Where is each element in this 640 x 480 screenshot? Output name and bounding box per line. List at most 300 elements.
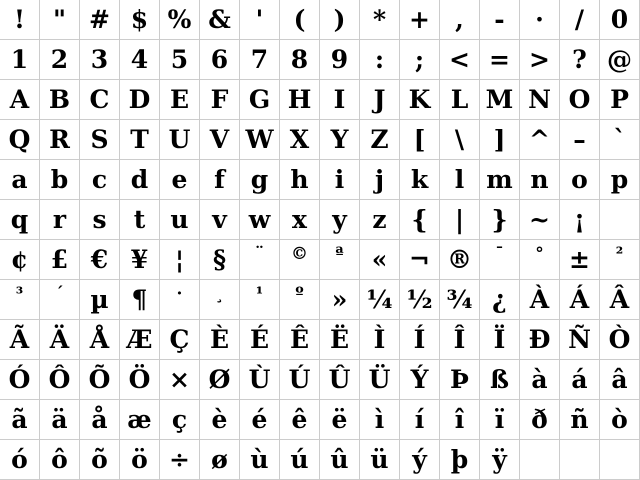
glyph-character: ì xyxy=(374,405,385,434)
glyph-cell[interactable] xyxy=(240,0,280,40)
glyph-cell[interactable] xyxy=(480,160,520,200)
glyph-cell[interactable] xyxy=(600,280,640,320)
glyph-character: O xyxy=(568,85,591,114)
glyph-character: { xyxy=(411,205,428,234)
glyph-cell[interactable] xyxy=(480,360,520,400)
glyph-cell[interactable] xyxy=(80,40,120,80)
glyph-cell[interactable] xyxy=(480,80,520,120)
glyph-cell[interactable] xyxy=(240,80,280,120)
glyph-character: 5 xyxy=(170,45,189,74)
glyph-cell[interactable] xyxy=(200,80,240,120)
glyph-character: Í xyxy=(413,325,426,354)
glyph-cell[interactable] xyxy=(480,240,520,280)
glyph-character: Ñ xyxy=(568,325,591,354)
glyph-character: € xyxy=(90,245,109,274)
glyph-character: x xyxy=(292,205,307,234)
glyph-character: £ xyxy=(50,245,69,274)
glyph-cell[interactable] xyxy=(440,160,480,200)
glyph-cell[interactable] xyxy=(120,160,160,200)
glyph-character: é xyxy=(251,405,268,434)
glyph-cell[interactable] xyxy=(440,320,480,360)
glyph-cell[interactable] xyxy=(480,400,520,440)
glyph-cell[interactable] xyxy=(600,40,640,80)
glyph-cell[interactable] xyxy=(120,120,160,160)
glyph-cell[interactable] xyxy=(200,240,240,280)
glyph-cell[interactable] xyxy=(400,440,440,480)
glyph-cell[interactable] xyxy=(0,440,40,480)
glyph-character: É xyxy=(249,325,270,354)
glyph-cell[interactable] xyxy=(440,0,480,40)
glyph-cell[interactable] xyxy=(80,120,120,160)
glyph-cell[interactable] xyxy=(280,120,320,160)
glyph-cell[interactable] xyxy=(360,320,400,360)
glyph-character: ç xyxy=(171,405,188,434)
glyph-cell[interactable] xyxy=(40,200,80,240)
glyph-cell[interactable] xyxy=(280,80,320,120)
glyph-character: ¥ xyxy=(130,245,149,274)
glyph-cell[interactable] xyxy=(480,440,520,480)
glyph-cell[interactable] xyxy=(240,440,280,480)
glyph-cell[interactable] xyxy=(240,400,280,440)
glyph-cell[interactable] xyxy=(600,320,640,360)
glyph-character: 7 xyxy=(250,45,269,74)
glyph-cell[interactable] xyxy=(560,280,600,320)
glyph-character: À xyxy=(529,285,550,314)
glyph-cell[interactable] xyxy=(320,160,360,200)
glyph-cell[interactable] xyxy=(600,440,640,480)
glyph-cell[interactable] xyxy=(440,280,480,320)
glyph-cell[interactable] xyxy=(600,120,640,160)
glyph-character: % xyxy=(167,5,192,34)
glyph-cell[interactable] xyxy=(280,0,320,40)
glyph-cell[interactable] xyxy=(560,240,600,280)
glyph-character: * xyxy=(372,5,387,34)
glyph-character: ë xyxy=(331,405,348,434)
glyph-cell[interactable] xyxy=(320,0,360,40)
glyph-character: H xyxy=(287,85,312,114)
glyph-character: ´ xyxy=(55,284,64,304)
glyph-character: ¼ xyxy=(366,285,393,314)
glyph-cell[interactable] xyxy=(400,40,440,80)
glyph-cell[interactable] xyxy=(40,320,80,360)
glyph-character: ± xyxy=(569,245,590,274)
glyph-character: q xyxy=(10,205,29,234)
glyph-cell[interactable] xyxy=(560,440,600,480)
glyph-cell[interactable] xyxy=(360,360,400,400)
glyph-cell[interactable] xyxy=(520,120,560,160)
glyph-cell[interactable] xyxy=(440,240,480,280)
glyph-cell[interactable] xyxy=(600,240,640,280)
glyph-character: ° xyxy=(535,244,544,264)
glyph-cell[interactable] xyxy=(280,360,320,400)
glyph-cell[interactable] xyxy=(200,400,240,440)
glyph-cell[interactable] xyxy=(40,400,80,440)
glyph-cell[interactable] xyxy=(0,80,40,120)
glyph-character: í xyxy=(414,405,425,434)
glyph-cell[interactable] xyxy=(520,280,560,320)
glyph-cell[interactable] xyxy=(240,200,280,240)
glyph-character: Ò xyxy=(608,325,631,354)
glyph-character: Â xyxy=(609,285,630,314)
glyph-cell[interactable] xyxy=(160,160,200,200)
glyph-cell[interactable] xyxy=(600,80,640,120)
glyph-character: ð xyxy=(531,405,548,434)
glyph-cell[interactable] xyxy=(280,240,320,280)
glyph-cell[interactable] xyxy=(400,80,440,120)
glyph-cell[interactable] xyxy=(360,40,400,80)
glyph-character: à xyxy=(531,365,548,394)
glyph-character: ÿ xyxy=(492,445,507,474)
glyph-character: ~ xyxy=(529,205,550,234)
glyph-character: ñ xyxy=(570,405,589,434)
glyph-character: © xyxy=(291,244,308,264)
glyph-cell[interactable] xyxy=(520,320,560,360)
glyph-cell[interactable] xyxy=(440,200,480,240)
glyph-cell[interactable] xyxy=(200,120,240,160)
glyph-character: Æ xyxy=(126,325,153,354)
glyph-cell[interactable] xyxy=(320,240,360,280)
glyph-character: T xyxy=(130,125,149,154)
glyph-character: ê xyxy=(291,405,308,434)
glyph-cell[interactable] xyxy=(560,400,600,440)
glyph-cell[interactable] xyxy=(280,40,320,80)
glyph-character: u xyxy=(170,205,189,234)
glyph-character: µ xyxy=(90,285,109,314)
glyph-character: : xyxy=(374,45,385,74)
glyph-cell[interactable] xyxy=(480,320,520,360)
glyph-cell[interactable] xyxy=(240,240,280,280)
glyph-cell[interactable] xyxy=(240,120,280,160)
glyph-character: ¢ xyxy=(10,245,29,274)
glyph-cell[interactable] xyxy=(40,160,80,200)
glyph-cell[interactable] xyxy=(120,280,160,320)
glyph-cell[interactable] xyxy=(400,0,440,40)
glyph-cell[interactable] xyxy=(480,200,520,240)
glyph-cell[interactable] xyxy=(0,40,40,80)
glyph-cell[interactable] xyxy=(440,440,480,480)
glyph-cell[interactable] xyxy=(200,320,240,360)
glyph-cell[interactable] xyxy=(440,80,480,120)
glyph-cell[interactable] xyxy=(600,360,640,400)
glyph-cell[interactable] xyxy=(200,200,240,240)
glyph-cell[interactable] xyxy=(160,120,200,160)
glyph-cell[interactable] xyxy=(520,240,560,280)
glyph-cell[interactable] xyxy=(520,360,560,400)
glyph-cell[interactable] xyxy=(320,360,360,400)
glyph-character: ú xyxy=(290,445,309,474)
glyph-cell[interactable] xyxy=(360,240,400,280)
glyph-cell[interactable] xyxy=(360,80,400,120)
glyph-character: Z xyxy=(370,125,389,154)
glyph-character: d xyxy=(130,165,149,194)
glyph-character: ã xyxy=(11,405,28,434)
glyph-cell[interactable] xyxy=(560,360,600,400)
glyph-cell[interactable] xyxy=(40,0,80,40)
glyph-cell[interactable] xyxy=(560,80,600,120)
glyph-cell[interactable] xyxy=(560,200,600,240)
glyph-cell[interactable] xyxy=(120,40,160,80)
glyph-cell[interactable] xyxy=(240,280,280,320)
glyph-character: Ú xyxy=(288,365,311,394)
glyph-cell[interactable] xyxy=(480,120,520,160)
glyph-character: ' xyxy=(255,5,264,34)
glyph-character: ¨ xyxy=(255,244,264,264)
glyph-cell[interactable] xyxy=(520,40,560,80)
glyph-cell[interactable] xyxy=(80,360,120,400)
glyph-cell[interactable] xyxy=(120,240,160,280)
glyph-cell[interactable] xyxy=(160,240,200,280)
glyph-character: ? xyxy=(572,45,587,74)
glyph-cell[interactable] xyxy=(80,440,120,480)
glyph-cell[interactable] xyxy=(160,80,200,120)
glyph-character: ü xyxy=(370,445,389,474)
glyph-cell[interactable] xyxy=(520,200,560,240)
glyph-cell[interactable] xyxy=(80,240,120,280)
glyph-character: Î xyxy=(453,325,466,354)
glyph-character: 9 xyxy=(330,45,349,74)
glyph-character: j xyxy=(374,165,385,194)
glyph-character: y xyxy=(332,205,347,234)
glyph-character: - xyxy=(494,5,505,34)
glyph-cell[interactable] xyxy=(200,160,240,200)
glyph-cell[interactable] xyxy=(400,280,440,320)
glyph-cell[interactable] xyxy=(280,160,320,200)
glyph-cell[interactable] xyxy=(120,320,160,360)
glyph-character: D xyxy=(128,85,151,114)
glyph-character: > xyxy=(529,45,550,74)
glyph-cell[interactable] xyxy=(160,360,200,400)
glyph-cell[interactable] xyxy=(560,320,600,360)
glyph-cell[interactable] xyxy=(560,0,600,40)
glyph-cell[interactable] xyxy=(80,80,120,120)
glyph-cell[interactable] xyxy=(360,200,400,240)
glyph-cell[interactable] xyxy=(360,280,400,320)
glyph-cell[interactable] xyxy=(400,360,440,400)
glyph-cell[interactable] xyxy=(440,40,480,80)
glyph-cell[interactable] xyxy=(560,40,600,80)
glyph-cell[interactable] xyxy=(480,40,520,80)
glyph-character: l xyxy=(454,165,465,194)
glyph-cell[interactable] xyxy=(200,40,240,80)
glyph-character: Y xyxy=(330,125,349,154)
glyph-cell[interactable] xyxy=(280,280,320,320)
glyph-character: G xyxy=(248,85,271,114)
glyph-character: E xyxy=(169,85,190,114)
glyph-cell[interactable] xyxy=(480,280,520,320)
glyph-character: $ xyxy=(130,5,149,34)
glyph-cell[interactable] xyxy=(160,200,200,240)
glyph-character: s xyxy=(92,205,107,234)
glyph-character: ` xyxy=(613,125,626,154)
glyph-cell[interactable] xyxy=(40,360,80,400)
glyph-character: c xyxy=(91,165,108,194)
glyph-cell[interactable] xyxy=(160,40,200,80)
glyph-character: ÷ xyxy=(169,445,190,474)
glyph-cell[interactable] xyxy=(440,400,480,440)
glyph-cell[interactable] xyxy=(160,440,200,480)
glyph-cell[interactable] xyxy=(200,440,240,480)
glyph-cell[interactable] xyxy=(40,280,80,320)
glyph-cell[interactable] xyxy=(0,160,40,200)
glyph-character: b xyxy=(50,165,69,194)
glyph-cell[interactable] xyxy=(120,400,160,440)
glyph-cell[interactable] xyxy=(280,440,320,480)
glyph-character: X xyxy=(289,125,310,154)
glyph-character: w xyxy=(248,205,271,234)
glyph-character: \ xyxy=(454,125,465,154)
glyph-character: # xyxy=(89,5,110,34)
glyph-cell[interactable] xyxy=(240,320,280,360)
glyph-cell[interactable] xyxy=(80,200,120,240)
glyph-character: | xyxy=(454,205,465,234)
glyph-character: ¶ xyxy=(131,285,148,314)
glyph-cell[interactable] xyxy=(600,0,640,40)
glyph-character: õ xyxy=(91,445,108,474)
glyph-cell[interactable] xyxy=(400,400,440,440)
glyph-character: 1 xyxy=(10,45,29,74)
glyph-cell[interactable] xyxy=(0,320,40,360)
glyph-cell[interactable] xyxy=(440,360,480,400)
glyph-cell[interactable] xyxy=(160,0,200,40)
glyph-cell[interactable] xyxy=(320,80,360,120)
glyph-character: Ã xyxy=(9,325,30,354)
glyph-cell[interactable] xyxy=(120,0,160,40)
glyph-cell[interactable] xyxy=(360,120,400,160)
glyph-character: ® xyxy=(447,245,472,274)
glyph-character: t xyxy=(133,205,146,234)
glyph-cell[interactable] xyxy=(80,320,120,360)
glyph-character: ! xyxy=(14,5,25,34)
glyph-cell[interactable] xyxy=(400,200,440,240)
glyph-cell[interactable] xyxy=(520,0,560,40)
glyph-cell[interactable] xyxy=(240,160,280,200)
glyph-cell[interactable] xyxy=(600,200,640,240)
glyph-character: < xyxy=(449,45,470,74)
glyph-cell[interactable] xyxy=(320,40,360,80)
glyph-character: + xyxy=(409,5,430,34)
glyph-cell[interactable] xyxy=(360,0,400,40)
glyph-cell[interactable] xyxy=(520,440,560,480)
glyph-cell[interactable] xyxy=(400,320,440,360)
glyph-cell[interactable] xyxy=(120,80,160,120)
glyph-cell[interactable] xyxy=(0,240,40,280)
glyph-character: } xyxy=(491,205,508,234)
glyph-cell[interactable] xyxy=(40,120,80,160)
glyph-character: ¹ xyxy=(255,284,264,304)
glyph-character: p xyxy=(610,165,629,194)
glyph-cell[interactable] xyxy=(520,160,560,200)
glyph-cell[interactable] xyxy=(120,440,160,480)
glyph-character: Ø xyxy=(208,365,231,394)
glyph-cell[interactable] xyxy=(440,120,480,160)
glyph-character: V xyxy=(209,125,230,154)
glyph-character: L xyxy=(450,85,469,114)
glyph-character: P xyxy=(610,85,629,114)
glyph-cell[interactable] xyxy=(320,440,360,480)
glyph-cell[interactable] xyxy=(360,440,400,480)
glyph-cell[interactable] xyxy=(80,160,120,200)
glyph-character: Þ xyxy=(450,365,469,394)
glyph-character: ¾ xyxy=(446,285,473,314)
glyph-cell[interactable] xyxy=(320,400,360,440)
glyph-cell[interactable] xyxy=(240,360,280,400)
glyph-character: @ xyxy=(607,45,632,74)
glyph-cell[interactable] xyxy=(120,360,160,400)
glyph-cell[interactable] xyxy=(280,320,320,360)
glyph-character: Å xyxy=(89,325,110,354)
glyph-cell[interactable] xyxy=(200,360,240,400)
glyph-character: Ü xyxy=(368,365,391,394)
glyph-cell[interactable] xyxy=(0,200,40,240)
glyph-character: æ xyxy=(127,405,152,434)
glyph-cell[interactable] xyxy=(40,240,80,280)
glyph-cell[interactable] xyxy=(600,400,640,440)
glyph-character: I xyxy=(333,85,346,114)
glyph-character: ½ xyxy=(406,285,433,314)
glyph-cell[interactable] xyxy=(200,0,240,40)
glyph-character: 6 xyxy=(210,45,229,74)
glyph-cell[interactable] xyxy=(320,200,360,240)
glyph-cell[interactable] xyxy=(0,360,40,400)
glyph-cell[interactable] xyxy=(320,120,360,160)
glyph-cell[interactable] xyxy=(360,160,400,200)
glyph-character: ô xyxy=(51,445,68,474)
glyph-character: F xyxy=(210,85,229,114)
glyph-cell[interactable] xyxy=(40,440,80,480)
glyph-cell[interactable] xyxy=(0,400,40,440)
glyph-cell[interactable] xyxy=(280,200,320,240)
glyph-cell[interactable] xyxy=(520,400,560,440)
glyph-cell[interactable] xyxy=(400,240,440,280)
glyph-cell[interactable] xyxy=(120,200,160,240)
glyph-cell[interactable] xyxy=(160,400,200,440)
glyph-cell[interactable] xyxy=(80,0,120,40)
glyph-cell[interactable] xyxy=(320,320,360,360)
glyph-cell[interactable] xyxy=(600,160,640,200)
glyph-character: M xyxy=(485,85,514,114)
glyph-cell[interactable] xyxy=(360,400,400,440)
glyph-cell[interactable] xyxy=(160,320,200,360)
glyph-character: o xyxy=(571,165,588,194)
glyph-cell[interactable] xyxy=(0,120,40,160)
glyph-cell[interactable] xyxy=(40,80,80,120)
glyph-character: þ xyxy=(450,445,469,474)
glyph-cell[interactable] xyxy=(40,40,80,80)
glyph-cell[interactable] xyxy=(560,160,600,200)
glyph-cell[interactable] xyxy=(320,280,360,320)
glyph-cell[interactable] xyxy=(200,280,240,320)
glyph-character: × xyxy=(169,365,190,394)
glyph-cell[interactable] xyxy=(0,280,40,320)
glyph-cell[interactable] xyxy=(80,280,120,320)
glyph-cell[interactable] xyxy=(520,80,560,120)
glyph-cell[interactable] xyxy=(80,400,120,440)
glyph-character: A xyxy=(9,85,30,114)
glyph-cell[interactable] xyxy=(400,120,440,160)
glyph-cell[interactable] xyxy=(280,400,320,440)
glyph-cell[interactable] xyxy=(560,120,600,160)
glyph-cell[interactable] xyxy=(240,40,280,80)
glyph-cell[interactable] xyxy=(400,160,440,200)
glyph-cell[interactable] xyxy=(160,280,200,320)
glyph-character: ý xyxy=(412,445,427,474)
glyph-cell[interactable] xyxy=(480,0,520,40)
glyph-character: ³ xyxy=(15,284,24,304)
glyph-character: ^ xyxy=(529,125,550,154)
glyph-character: m xyxy=(486,165,513,194)
glyph-character: v xyxy=(212,205,227,234)
glyph-cell[interactable] xyxy=(0,0,40,40)
